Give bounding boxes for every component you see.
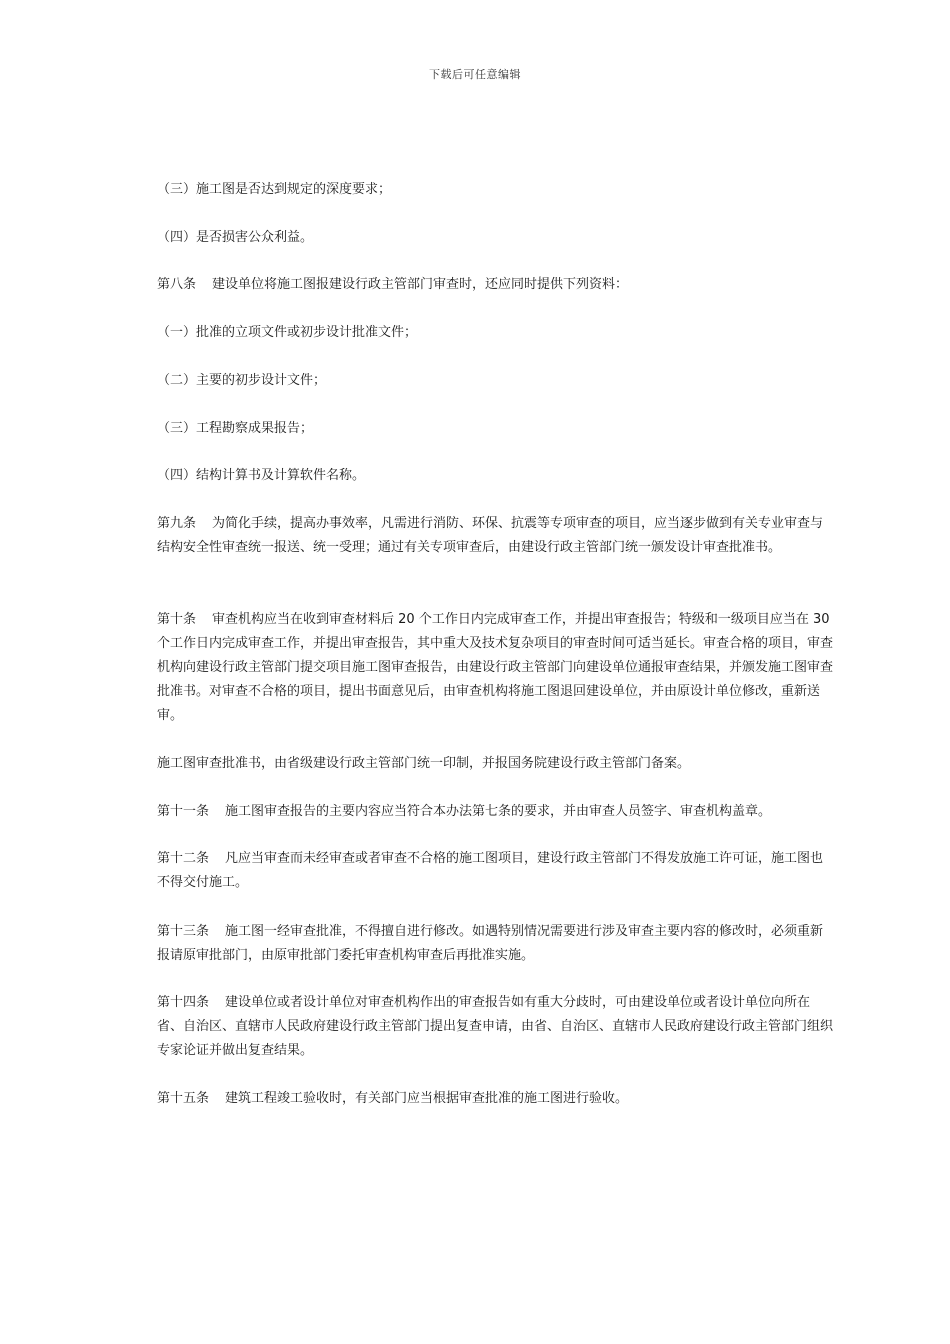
article-number: 第八条 [157, 277, 197, 292]
paragraph-text: （二）主要的初步设计文件； [157, 373, 327, 388]
article-number: 第十五条 [157, 1091, 210, 1106]
paragraph-text: （一）批准的立项文件或初步设计批准文件； [157, 325, 418, 340]
article-number: 第九条 [157, 516, 197, 531]
article-number: 第十一条 [157, 804, 210, 819]
article-number: 第十四条 [157, 995, 210, 1010]
paragraph-text: 建筑工程竣工验收时，有关部门应当根据审查批准的施工图进行验收。 [225, 1091, 629, 1106]
paragraph-text: 施工图审查报告的主要内容应当符合本办法第七条的要求，并由审查人员签字、审查机构盖章。 [225, 804, 772, 819]
paragraph-text: 施工图一经审查批准，不得擅自进行修改。如遇特别情况需要进行涉及审查主要内容的修改时，必须重新报请原审批部门，由原审批部门委托审查机构审查后再批准实施。 [157, 924, 824, 963]
paragraph-text: （三）工程勘察成果报告； [157, 421, 314, 436]
article-number: 第十二条 [157, 851, 210, 866]
paragraph-text: 施工图审查批准书，由省级建设行政主管部门统一印制，并报国务院建设行政主管部门备案。 [157, 756, 691, 771]
article-10 [157, 608, 833, 728]
article-12 [157, 847, 833, 895]
page-header: 下载后可任意编辑 [429, 68, 521, 81]
paragraph-text: 凡应当审查而未经审查或者审查不合格的施工图项目，建设行政主管部门不得发放施工许可证，施工图也不得交付施工。 [157, 851, 824, 890]
article-15 [157, 1087, 833, 1111]
article-14 [157, 991, 833, 1063]
material-item-4 [157, 464, 833, 488]
paragraph-text: （三）施工图是否达到规定的深度要求； [157, 182, 392, 197]
paragraph-text: 建设单位将施工图报建设行政主管部门审查时，还应同时提供下列资料： [212, 277, 629, 292]
article-number: 第十三条 [157, 924, 210, 939]
approval-paragraph [157, 752, 833, 776]
paragraph-text: 为简化手续，提高办事效率，凡需进行消防、环保、抗震等专项审查的项目，应当逐步做到有关专业审查与结构安全性审查统一报送、统一受理；通过有关专项审查后，由建设行政主管部门统一颁发设计审查批准书。 [157, 516, 824, 555]
material-item-3 [157, 417, 833, 441]
paragraph-item-4 [157, 226, 833, 250]
article-9 [157, 512, 833, 560]
paragraph-text: （四）是否损害公众利益。 [157, 230, 314, 245]
article-8 [157, 273, 833, 297]
material-item-1 [157, 321, 833, 345]
article-number: 第十条 [157, 612, 197, 627]
paragraph-text: 审查机构应当在收到审查材料后 20 个工作日内完成审查工作，并提出审查报告；特级和一级项目应当在 30 个工作日内完成审查工作，并提出审查报告，其中重大及技术复杂项目的审查时间可适当延长。审查合格的项目，审查机构向建设行政主管部门提交项目施工图审查报告，由建设行政主管部门向建设单位通报审查结果，并颁发施工图审查批准书。对审查不合格的项目，提出书面意见后，由审查机构将施工图退回建设单位，并由原设计单位修改，重新送审。 [157, 612, 834, 723]
paragraph-text: 建设单位或者设计单位对审查机构作出的审查报告如有重大分歧时，可由建设单位或者设计单位向所在省、自治区、直辖市人民政府建设行政主管部门提出复查申请，由省、自治区、直辖市人民政府建设行政主管部门组织专家论证并做出复查结果。 [157, 995, 834, 1058]
article-11 [157, 800, 833, 824]
article-13 [157, 920, 833, 968]
paragraph-item-3 [157, 178, 833, 202]
paragraph-text: （四）结构计算书及计算软件名称。 [157, 468, 366, 483]
material-item-2 [157, 369, 833, 393]
